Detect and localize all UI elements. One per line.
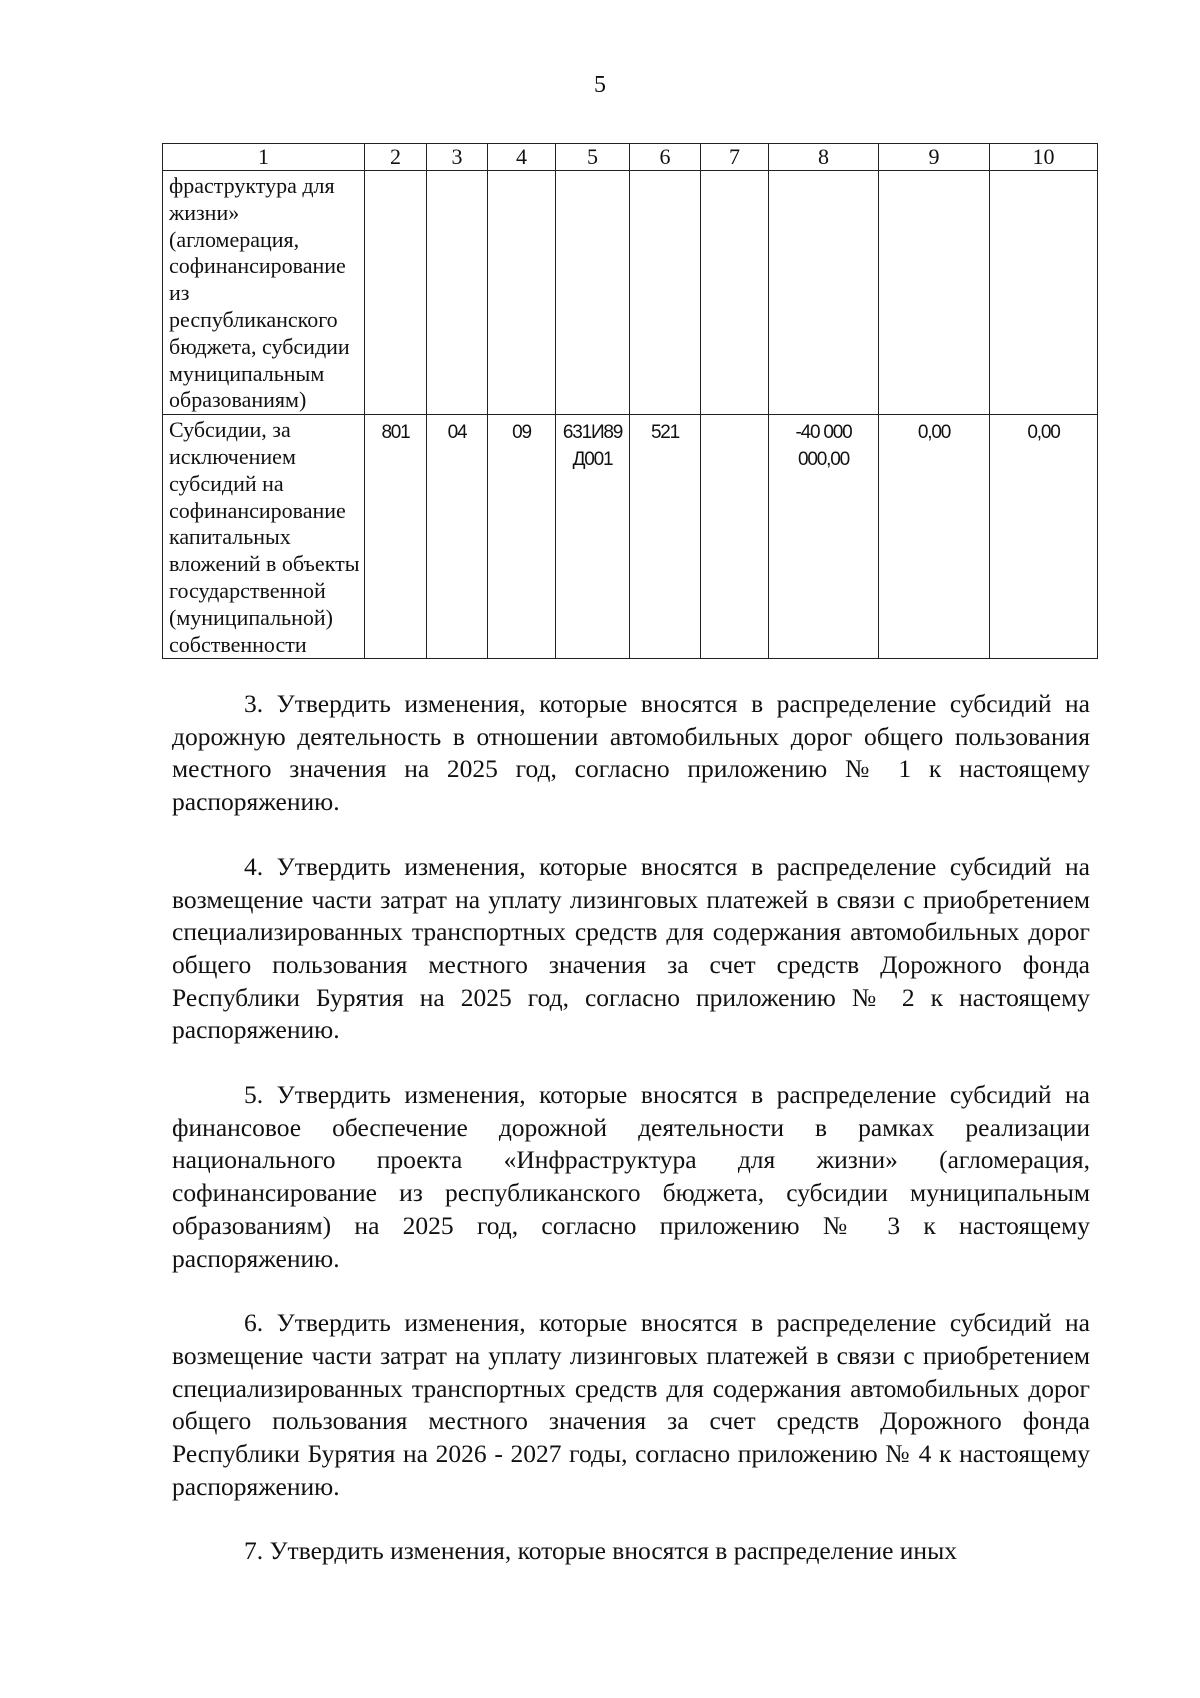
paragraph-5: 5. Утвердить изменения, которые вносятся в распределение субсидий на финансовое обеспечение дорожной деятельности в рамках реализации национального проекта «Инфраструктура для жизни» (агломерация, софинансирование из республиканского бюджета, субсидии муниципальным образованиям) на 2025 год, согласно приложению № 3 к настоящему распоряжению.	[172, 1080, 1090, 1273]
table-row	[163, 171, 1098, 415]
table-cell	[769, 171, 879, 415]
table-cell	[701, 171, 769, 415]
paragraph-3: 3. Утвердить изменения, которые вносятся в распределение субсидий на дорожную деятельность в отношении автомобильных дорог общего пользования местного значения на 2025 год, согласно приложению № 1 к настоящему распоряжению.	[172, 689, 1090, 817]
column-header: 7	[701, 144, 769, 171]
table-cell	[556, 171, 630, 415]
document-body	[172, 688, 1090, 1568]
paragraph-6: 6. Утвердить изменения, которые вносятся в распределение субсидий на возмещение части затрат на уплату лизинговых платежей в связи с приобретением специализированных транспортных средств для содержания автомобильных дорог общего пользования местного значения за счет средств Дорожного фонда Республики Бурятия на 2026 - 2027 годы, согласно приложению № 4 к настоящему распоряжению.	[172, 1308, 1090, 1501]
table-cell-code: 521	[630, 415, 701, 659]
column-header: 1	[163, 144, 365, 171]
table-cell-description: фраструктура для жизни» (агломерация, софинансирование из республиканского бюджета, субсидии муниципальным образованиям)	[163, 171, 365, 415]
table-cell	[630, 171, 701, 415]
table-cell	[365, 171, 427, 415]
column-header: 10	[990, 144, 1098, 171]
table-cell	[701, 415, 769, 659]
table-cell-code: 09	[488, 415, 556, 659]
paragraph-7: 7. Утвердить изменения, которые вносятся в распределение иных	[244, 1536, 957, 1566]
column-header: 3	[427, 144, 488, 171]
column-header: 6	[630, 144, 701, 171]
table-cell-code: 631И89 Д001	[556, 415, 630, 659]
column-header: 5	[556, 144, 630, 171]
column-header: 9	[879, 144, 990, 171]
column-header: 2	[365, 144, 427, 171]
paragraph-4: 4. Утвердить изменения, которые вносятся в распределение субсидий на возмещение части затрат на уплату лизинговых платежей в связи с приобретением специализированных транспортных средств для содержания автомобильных дорог общего пользования местного значения за счет средств Дорожного фонда Республики Бурятия на 2025 год, согласно приложению № 2 к настоящему распоряжению.	[172, 851, 1090, 1045]
table-cell-amount: 0,00	[990, 415, 1098, 659]
table-cell-code: 801	[365, 415, 427, 659]
table-header-row	[163, 144, 1098, 171]
column-header: 4	[488, 144, 556, 171]
table-cell-description: Субсидии, за исключением субсидий на софинансирование капитальных вложений в объекты государственной (муниципальной) собственности	[163, 415, 365, 659]
table-cell	[990, 171, 1098, 415]
table-cell-amount: 0,00	[879, 415, 990, 659]
column-header: 8	[769, 144, 879, 171]
table-cell	[427, 171, 488, 415]
table-cell	[488, 171, 556, 415]
budget-table	[162, 143, 1098, 659]
table-cell-amount: -40 000 000,00	[769, 415, 879, 659]
table-cell-code: 04	[427, 415, 488, 659]
table-cell	[879, 171, 990, 415]
table-row	[163, 415, 1098, 659]
page-number: 5	[594, 72, 606, 98]
